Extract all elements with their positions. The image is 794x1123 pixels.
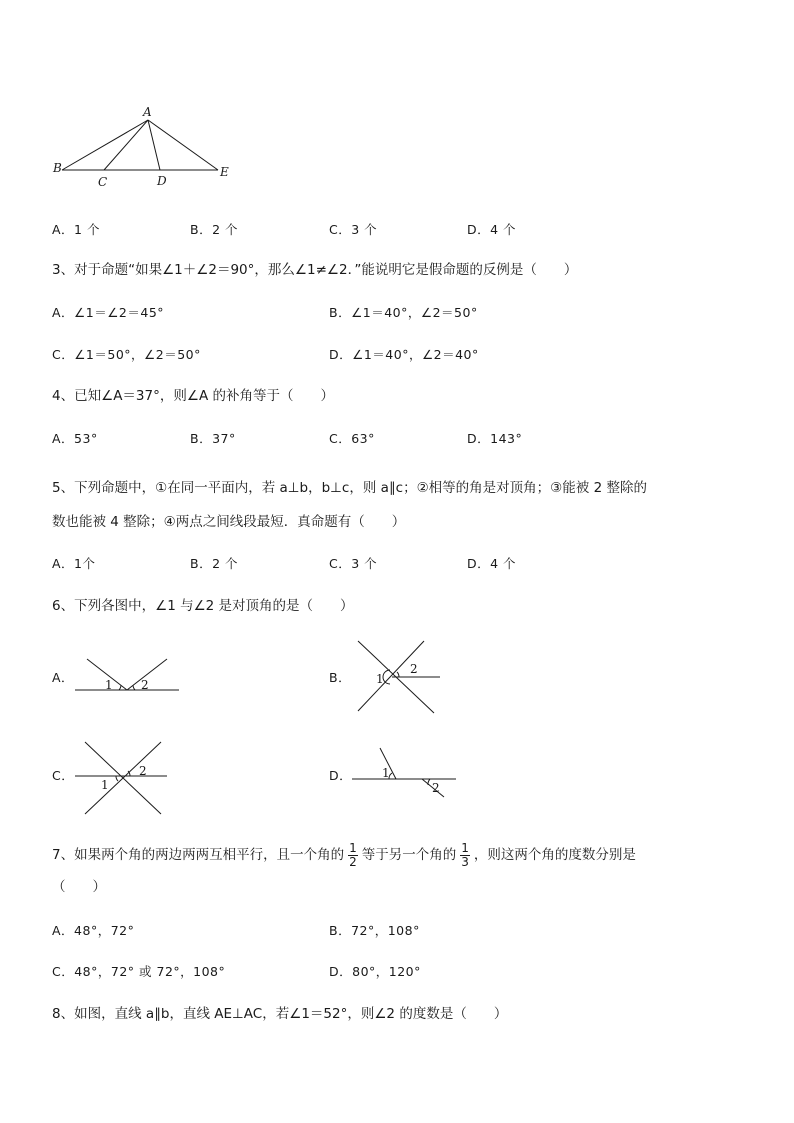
point-label-c: C — [98, 175, 108, 189]
q5-option-d: D．4 个 — [467, 556, 517, 571]
q5-option-a: A．1个 — [52, 556, 96, 571]
q7-stem-line2: （ ） — [52, 879, 106, 895]
q7-fraction-third — [460, 842, 470, 869]
point-label-d: D — [157, 174, 167, 188]
angle-2-label: 2 — [410, 662, 418, 676]
triangle-figure — [50, 100, 240, 195]
q5-stem-line1: 5、下列命题中，①在同一平面内，若 a⊥b，b⊥c，则 a∥c；②相等的角是对顶角；③能被 2 整除的 — [52, 480, 647, 496]
q4-option-d: D．143° — [467, 431, 523, 446]
angle-2-label: 2 — [139, 764, 147, 778]
q2-option-c: C．3 个 — [329, 222, 378, 237]
q7-stem-part3: ，则这两个角的度数分别是 — [473, 847, 636, 863]
q4-option-c: C．63° — [329, 431, 375, 446]
q3-option-a: A．∠1＝∠2＝45° — [52, 305, 165, 320]
q3-option-b: B．∠1＝40°，∠2＝50° — [329, 305, 478, 320]
q7-stem-line1 — [52, 838, 636, 872]
q6-option-d-letter: D． — [329, 768, 353, 783]
angle-2-label: 2 — [432, 781, 440, 795]
q7-option-d: D．80°，120° — [329, 964, 421, 979]
fraction-denominator: 3 — [461, 854, 469, 869]
q7-option-a: A．48°，72° — [52, 923, 135, 938]
q7-fraction-half — [348, 842, 358, 869]
q3-stem: 3、对于命题“如果∠1＋∠2＝90°，那么∠1≠∠2．”能说明它是假命题的反例是（ ） — [52, 262, 578, 278]
q6-option-b-letter: B． — [329, 670, 352, 685]
fraction-numerator: 1 — [461, 840, 469, 855]
point-label-b: B — [53, 161, 62, 175]
segment-ab — [62, 120, 148, 170]
fraction-denominator: 2 — [349, 854, 357, 869]
q4-stem: 4、已知∠A＝37°，则∠A 的补角等于（ ） — [52, 388, 334, 404]
q4-option-b: B．37° — [190, 431, 236, 446]
q6-option-a-letter: A． — [52, 670, 75, 685]
angle-1-label: 1 — [382, 766, 390, 780]
q3-option-c: C．∠1＝50°，∠2＝50° — [52, 347, 201, 362]
q5-option-c: C．3 个 — [329, 556, 378, 571]
angle-2-label: 2 — [141, 678, 149, 692]
q6-option-c-letter: C． — [52, 768, 75, 783]
point-label-a: A — [143, 105, 152, 119]
q2-option-d: D．4 个 — [467, 222, 517, 237]
q3-option-d: D．∠1＝40°，∠2＝40° — [329, 347, 479, 362]
segment-ac — [104, 120, 148, 170]
q5-stem-line2: 数也能被 4 整除；④两点之间线段最短．真命题有（ ） — [52, 514, 406, 530]
angle-1-label: 1 — [101, 778, 109, 792]
q5-option-b: B．2 个 — [190, 556, 239, 571]
q4-option-a: A．53° — [52, 431, 98, 446]
q7-option-c: C．48°，72° 或 72°，108° — [52, 964, 226, 979]
q2-option-b: B．2 个 — [190, 222, 239, 237]
q8-stem: 8、如图，直线 a∥b，直线 AE⊥AC，若∠1＝52°，则∠2 的度数是（ ） — [52, 1006, 508, 1022]
q6-figure-d — [352, 745, 462, 800]
q2-option-a: A．1 个 — [52, 222, 100, 237]
angle-1-label: 1 — [105, 678, 113, 692]
q6-figure-c — [75, 738, 175, 818]
q7-stem-part1: 7、如果两个角的两边两两互相平行，且一个角的 — [52, 847, 345, 863]
q7-option-b: B．72°，108° — [329, 923, 420, 938]
fraction-numerator: 1 — [349, 840, 357, 855]
point-label-e: E — [220, 165, 229, 179]
q6-figure-a — [75, 655, 185, 697]
q6-stem: 6、下列各图中，∠1 与∠2 是对顶角的是（ ） — [52, 598, 354, 614]
angle-1-label: 1 — [376, 672, 384, 686]
q7-stem-part2: 等于另一个角的 — [361, 847, 457, 863]
q6-figure-b — [352, 637, 444, 717]
